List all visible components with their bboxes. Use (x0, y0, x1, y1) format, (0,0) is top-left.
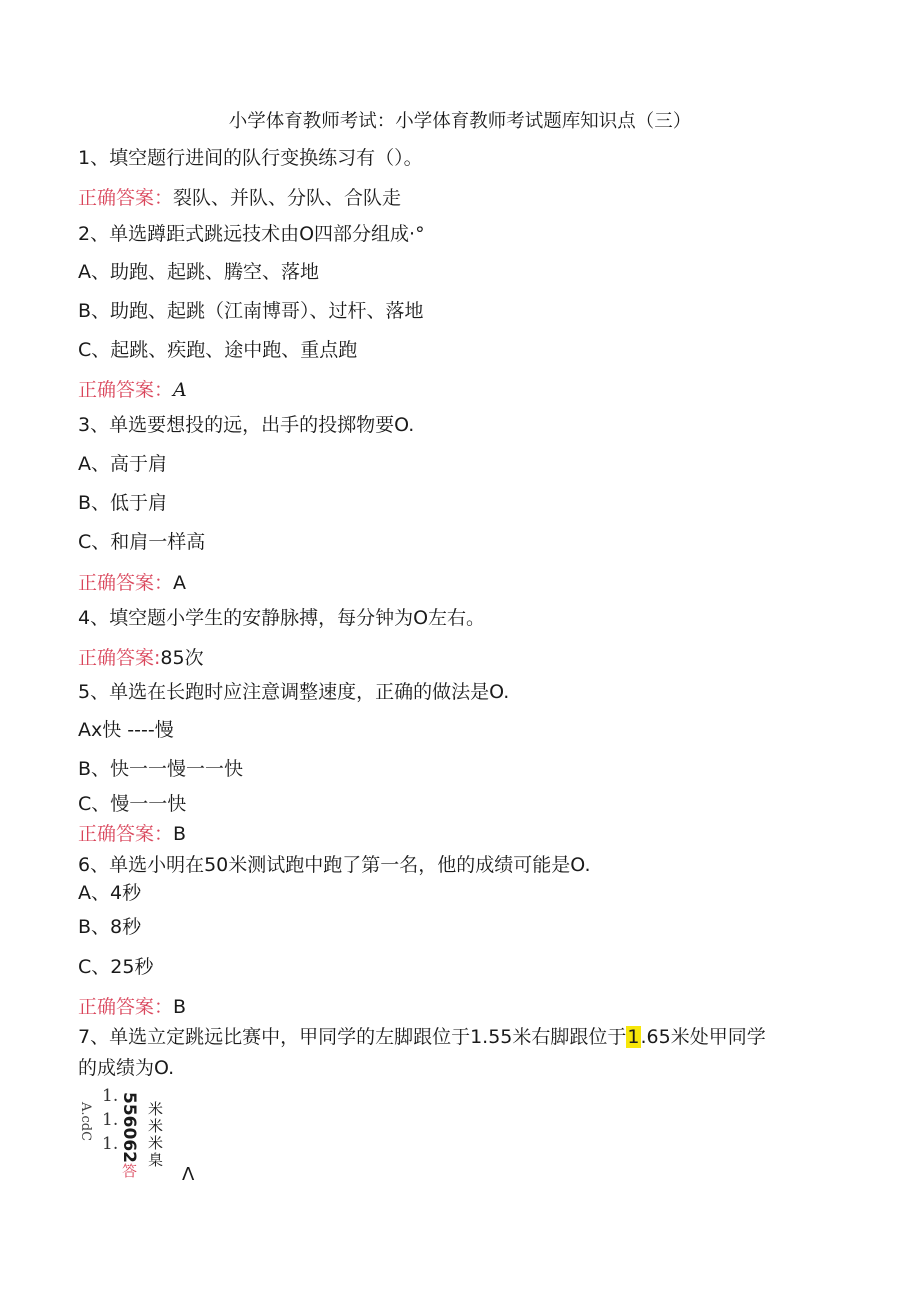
option-b: B、8秒 (78, 916, 142, 938)
option-a: Ax快 ----慢 (78, 719, 174, 741)
unit-text: 米 (148, 1134, 164, 1152)
option-c: C、和肩一样高 (78, 531, 206, 553)
answer-label: 正确答案: (78, 647, 161, 669)
unit-text: 臬 (148, 1151, 164, 1169)
question-7-continued: 的成绩为O. (78, 1057, 175, 1079)
answer-value: 85次 (160, 647, 204, 669)
document-title: 小学体育教师考试：小学体育教师考试题库知识点（三） (228, 111, 692, 132)
answer-1 (78, 186, 401, 210)
unit-column (148, 1101, 164, 1169)
answer-2 (78, 378, 187, 402)
option-a: A、高于肩 (78, 453, 167, 475)
rotated-option-label: A.cdC (78, 1102, 93, 1142)
option-values-column (102, 1084, 118, 1156)
option-c: C、慢一一快 (78, 793, 187, 815)
answer-label: 正确答案： (78, 379, 174, 401)
question-3: 3、单选要想投的远，出手的投掷物要O. (78, 414, 415, 436)
answer-value: 裂队、并队、分队、合队走 (173, 187, 402, 209)
option-a: A、助跑、起跳、腾空、落地 (78, 261, 319, 283)
question-1: 1、填空题行进间的队行变换练习有（）。 (78, 147, 423, 169)
question-6: 6、单选小明在50米测试跑中跑了第一名，他的成绩可能是O. (78, 854, 591, 876)
answer-6 (78, 995, 186, 1019)
option-b: B、助跑、起跳（江南博哥）、过杆、落地 (78, 300, 424, 322)
option-value: 1. (102, 1134, 119, 1154)
answer-5 (78, 822, 186, 846)
rotated-digits (119, 1092, 140, 1178)
answer-label: 正确答案： (78, 996, 174, 1018)
option-a: A、4秒 (78, 882, 142, 904)
answer-value: A (173, 572, 187, 594)
unit-text: 米 (148, 1100, 164, 1118)
option-value: 1. (102, 1110, 119, 1130)
highlight: 1 (627, 1026, 640, 1048)
answer-3 (78, 571, 186, 595)
option-b: B、快一一慢一一快 (78, 758, 244, 780)
answer-label: 正确答案： (78, 572, 174, 594)
option-c: C、起跳、疾跑、途中跑、重点跑 (78, 339, 358, 361)
answer-value: B (173, 823, 187, 845)
rotated-digits-text: 556062 (119, 1092, 139, 1163)
unit-text: 米 (148, 1117, 164, 1135)
answer-value: A (173, 379, 187, 401)
option-b: B、低于肩 (78, 492, 168, 514)
answer-fragment: 答 (121, 1161, 138, 1180)
question-5: 5、单选在长跑时应注意调整速度，正确的做法是O. (78, 681, 510, 703)
option-c: C、25秒 (78, 956, 154, 978)
answer-4 (78, 646, 204, 670)
question-7-text-a: 7、单选立定跳远比赛中，甲同学的左脚跟位于1.55米右脚跟位于 (78, 1026, 627, 1048)
answer-value: B (173, 996, 187, 1018)
trailing-mark: Λ (182, 1164, 195, 1185)
answer-label: 正确答案： (78, 823, 174, 845)
question-2: 2、单选蹲距式跳远技术由O四部分组成·° (78, 223, 425, 245)
question-7-text-b: .65米处甲同学 (640, 1026, 766, 1048)
answer-label: 正确答案： (78, 187, 174, 209)
question-7 (78, 1025, 766, 1049)
question-4: 4、填空题小学生的安静脉搏，每分钟为O左右。 (78, 607, 486, 629)
option-value: 1. (102, 1086, 119, 1106)
